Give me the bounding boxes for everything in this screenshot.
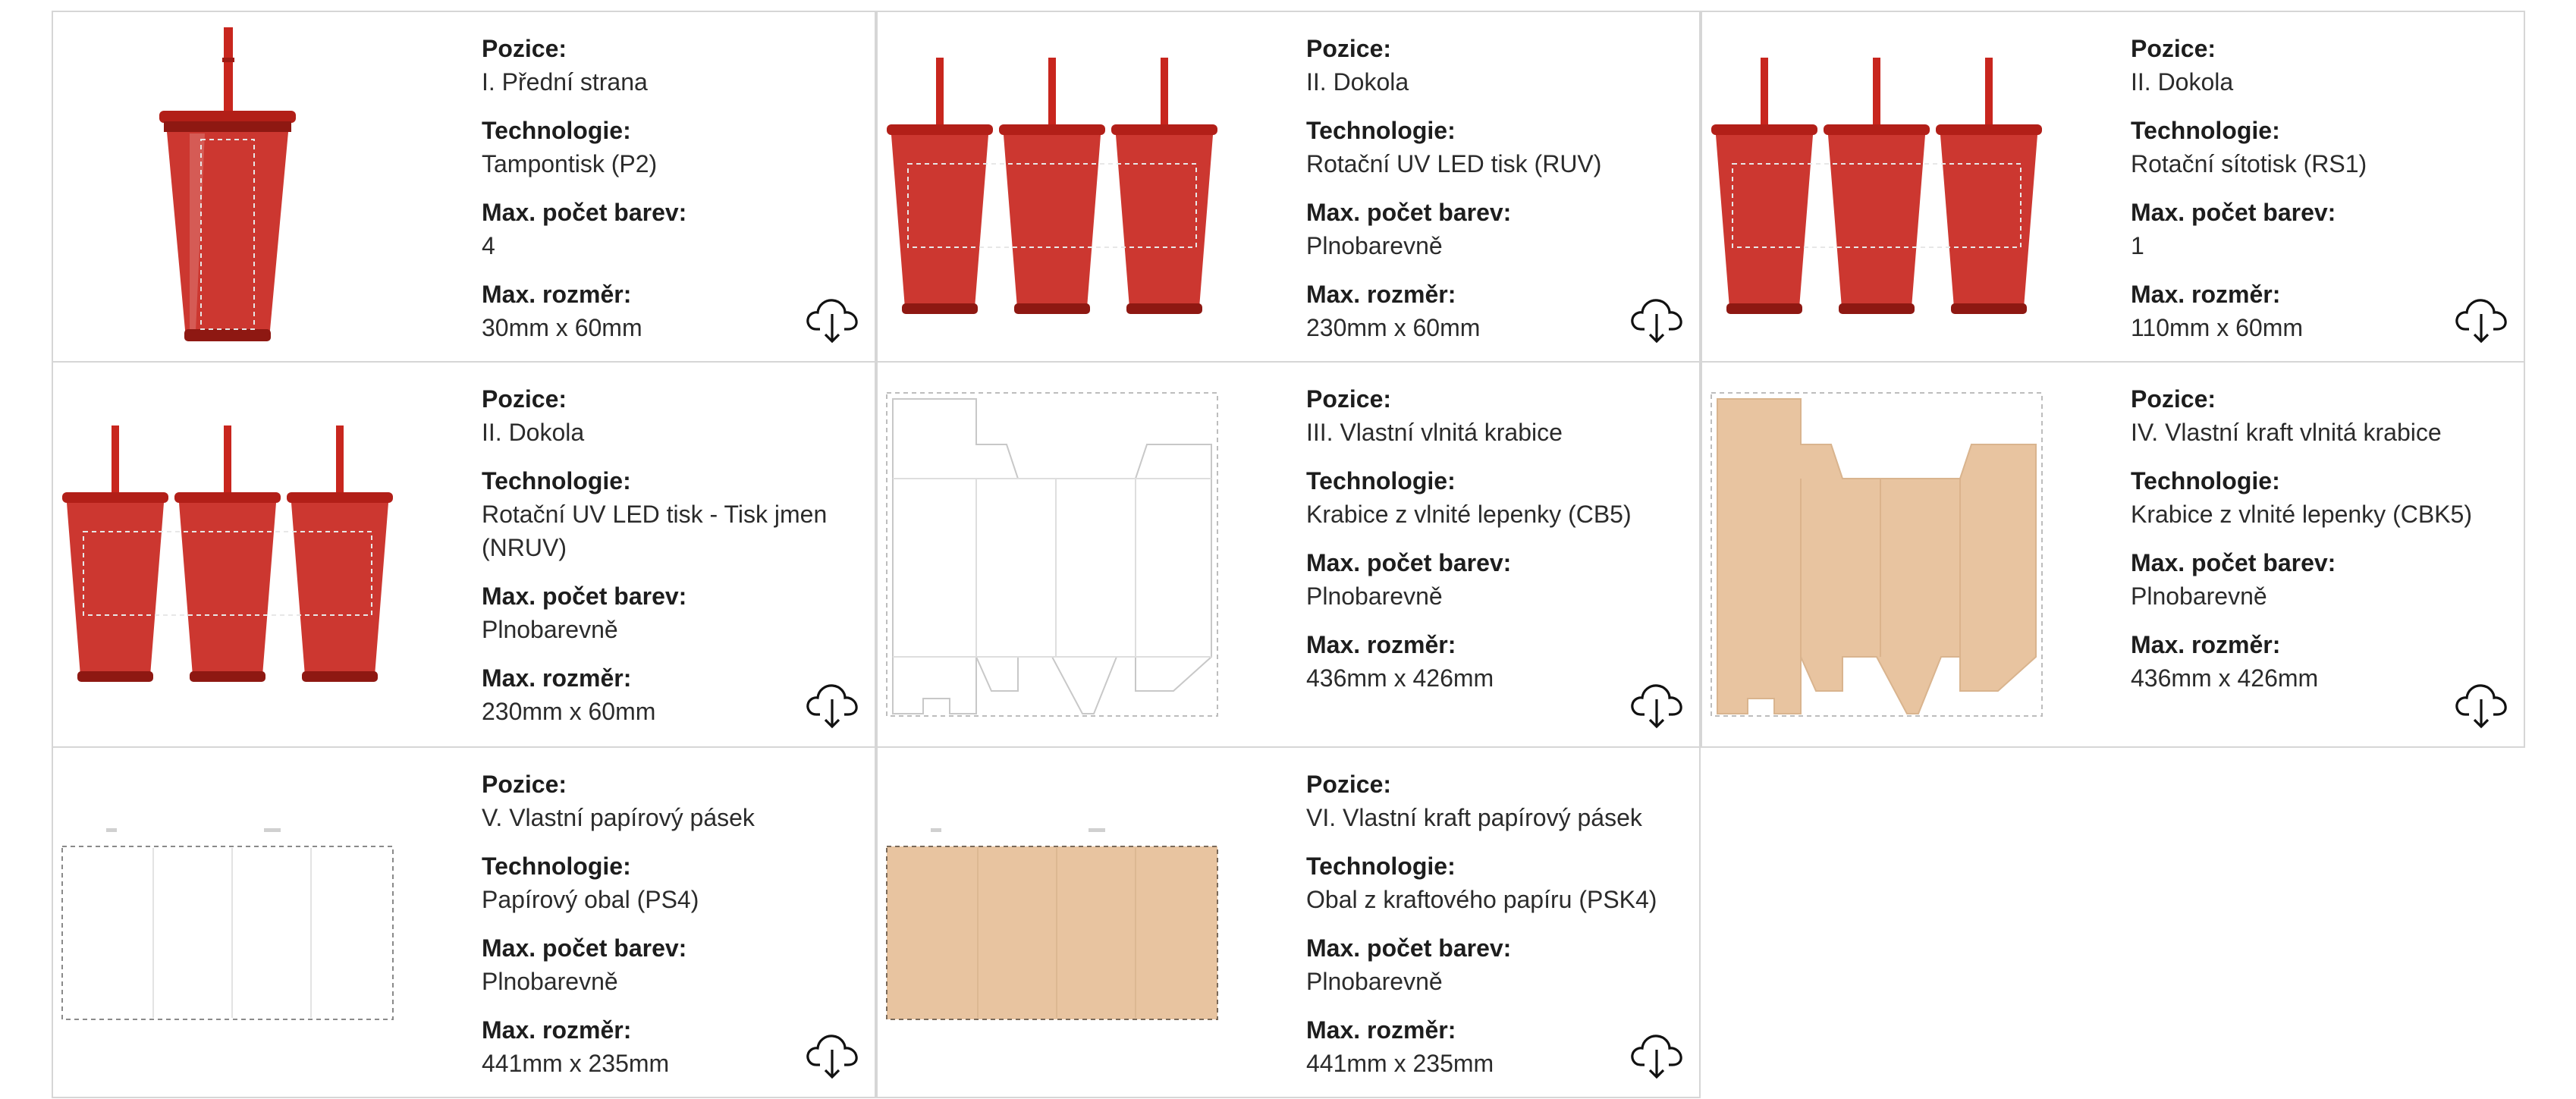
max-colors-value: Plnobarevně (482, 616, 618, 643)
position-label: Pozice: (1306, 771, 1392, 798)
max-size-label: Max. rozměr: (2131, 631, 2281, 658)
max-size-value: 230mm x 60mm (482, 698, 656, 725)
kraft-box-template-image (1710, 370, 2044, 739)
max-size-label: Max. rozměr: (1306, 281, 1456, 308)
max-colors-label: Max. počet barev: (482, 199, 687, 226)
max-size-value: 110mm x 60mm (2131, 314, 2304, 341)
position-value: II. Dokola (482, 419, 585, 446)
max-size-label: Max. rozměr: (482, 281, 632, 308)
max-colors-value: Plnobarevně (2131, 582, 2267, 610)
cloud-download-icon[interactable] (2454, 677, 2508, 731)
technology-value: Papírový obal (PS4) (482, 886, 699, 913)
white-paper-sleeve-image (61, 755, 394, 1089)
max-colors-value: Plnobarevně (482, 968, 618, 995)
max-colors-value: Plnobarevně (1306, 232, 1443, 259)
technology-value: Rotační UV LED tisk (RUV) (1306, 150, 1602, 177)
print-option-card (876, 361, 1701, 748)
technology-value: Tampontisk (P2) (482, 150, 658, 177)
print-option-card (52, 361, 876, 748)
position-value: II. Dokola (1306, 68, 1409, 96)
white-box-template-image (885, 370, 1219, 739)
technology-value: Krabice z vlnité lepenky (CBK5) (2131, 501, 2472, 528)
max-colors-label: Max. počet barev: (1306, 549, 1512, 576)
position-label: Pozice: (1306, 35, 1392, 62)
cloud-download-icon[interactable] (805, 291, 859, 346)
position-label: Pozice: (1306, 385, 1392, 413)
position-value: II. Dokola (2131, 68, 2234, 96)
max-colors-value: 1 (2131, 232, 2144, 259)
technology-label: Technologie: (1306, 117, 1456, 144)
cloud-download-icon[interactable] (805, 1027, 859, 1082)
max-size-value: 436mm x 426mm (2131, 664, 2319, 692)
position-value: III. Vlastní vlnitá krabice (1306, 419, 1563, 446)
technology-label: Technologie: (482, 117, 631, 144)
max-size-value: 436mm x 426mm (1306, 664, 1494, 692)
position-label: Pozice: (482, 35, 567, 62)
technology-label: Technologie: (1306, 853, 1456, 880)
max-colors-label: Max. počet barev: (2131, 549, 2336, 576)
position-label: Pozice: (2131, 385, 2216, 413)
technology-label: Technologie: (2131, 117, 2280, 144)
position-value: I. Přední strana (482, 68, 648, 96)
kraft-paper-sleeve-image (885, 755, 1219, 1089)
cloud-download-icon[interactable] (2454, 291, 2508, 346)
max-colors-label: Max. počet barev: (482, 934, 687, 962)
max-size-label: Max. rozměr: (482, 664, 632, 692)
max-size-value: 30mm x 60mm (482, 314, 642, 341)
print-option-card (52, 11, 876, 363)
cloud-download-icon[interactable] (805, 677, 859, 731)
max-colors-label: Max. počet barev: (1306, 934, 1512, 962)
technology-value: Rotační UV LED tisk - Tisk jmen (NRUV) (482, 501, 828, 561)
technology-label: Technologie: (482, 853, 631, 880)
technology-label: Technologie: (482, 467, 631, 495)
print-option-card (876, 746, 1701, 1098)
position-label: Pozice: (2131, 35, 2216, 62)
position-value: VI. Vlastní kraft papírový pásek (1306, 804, 1642, 831)
max-size-label: Max. rozměr: (1306, 1016, 1456, 1044)
technology-value: Krabice z vlnité lepenky (CB5) (1306, 501, 1632, 528)
three-red-cups-image (61, 370, 394, 739)
print-option-card (1701, 11, 2525, 363)
three-red-cups-image (1710, 20, 2044, 353)
max-colors-value: Plnobarevně (1306, 582, 1443, 610)
position-label: Pozice: (482, 385, 567, 413)
max-colors-label: Max. počet barev: (482, 582, 687, 610)
max-size-value: 441mm x 235mm (482, 1050, 670, 1077)
cloud-download-icon[interactable] (1629, 291, 1684, 346)
technology-label: Technologie: (2131, 467, 2280, 495)
max-size-value: 441mm x 235mm (1306, 1050, 1494, 1077)
print-option-card (52, 746, 876, 1098)
technology-value: Rotační sítotisk (RS1) (2131, 150, 2367, 177)
position-value: IV. Vlastní kraft vlnitá krabice (2131, 419, 2442, 446)
three-red-cups-image (885, 20, 1219, 353)
max-size-label: Max. rozměr: (2131, 281, 2281, 308)
max-size-value: 230mm x 60mm (1306, 314, 1481, 341)
technology-label: Technologie: (1306, 467, 1456, 495)
position-value: V. Vlastní papírový pásek (482, 804, 755, 831)
position-label: Pozice: (482, 771, 567, 798)
max-colors-label: Max. počet barev: (2131, 199, 2336, 226)
single-red-cup-image (61, 20, 394, 353)
max-size-label: Max. rozměr: (482, 1016, 632, 1044)
max-colors-label: Max. počet barev: (1306, 199, 1512, 226)
max-colors-value: Plnobarevně (1306, 968, 1443, 995)
technology-value: Obal z kraftového papíru (PSK4) (1306, 886, 1657, 913)
print-option-card (876, 11, 1701, 363)
cloud-download-icon[interactable] (1629, 677, 1684, 731)
print-option-card (1701, 361, 2525, 748)
max-colors-value: 4 (482, 232, 495, 259)
cloud-download-icon[interactable] (1629, 1027, 1684, 1082)
max-size-label: Max. rozměr: (1306, 631, 1456, 658)
